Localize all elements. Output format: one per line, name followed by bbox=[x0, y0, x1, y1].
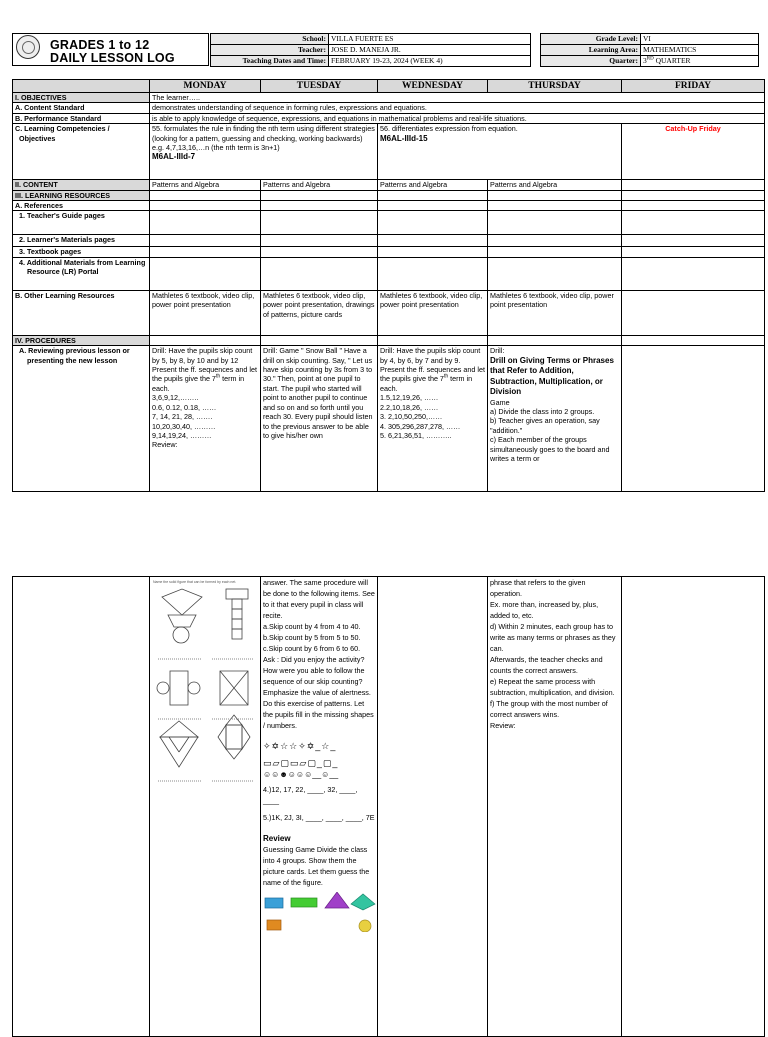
pattern-stars: ✧✡☆☆✧✡_☆_ bbox=[263, 741, 337, 751]
performance-standard-text: is able to apply knowledge of sequence, expressions, and equations in mathematical problems and real-life situations. bbox=[150, 113, 765, 123]
quarter-label: Quarter: bbox=[541, 56, 641, 67]
olr-wednesday: Mathletes 6 textbook, video clip, power point presentation bbox=[378, 290, 488, 335]
objectives-heading: I. OBJECTIVES bbox=[13, 93, 150, 103]
catch-up-friday: Catch-Up Friday bbox=[622, 124, 765, 180]
grade-value: VI bbox=[641, 34, 759, 45]
content-heading: II. CONTENT bbox=[13, 180, 150, 190]
worksheet-caption: Name the solid figure that can be formed by each net. bbox=[153, 580, 237, 584]
olr-monday: Mathletes 6 textbook, video clip, power point presentation bbox=[150, 290, 261, 335]
additional-materials-label: 4. Additional Materials from Learning Resource (LR) Portal bbox=[13, 257, 150, 290]
drill-thursday: Drill: Drill on Giving Terms or Phrases that Refer to Addition, Subtraction, Multiplication, or Division Game a) Divide the class into 2 groups. b) Teacher gives an operation, say "addition." c) Each member of the groups simultaneously goes to the board and writes a term or bbox=[488, 346, 622, 492]
content-wed: Patterns and Algebra bbox=[378, 180, 488, 190]
day-tuesday: TUESDAY bbox=[261, 80, 378, 93]
resources-heading: III. LEARNING RESOURCES bbox=[13, 190, 150, 200]
day-monday: MONDAY bbox=[150, 80, 261, 93]
content-thu: Patterns and Algebra bbox=[488, 180, 622, 190]
content-tue: Patterns and Algebra bbox=[261, 180, 378, 190]
olr-thursday: Mathletes 6 textbook, video clip, power point presentation bbox=[488, 290, 622, 335]
thursday-continued: phrase that refers to the given operation. Ex. more than, increased by, plus, added to, etc. d) Within 2 minutes, each group has to write as many terms or phrases as they can. Afterwards, the teacher checks and counts the correct answers. e) Repeat the same process with subtraction, multiplication, and division. f) The group with the most number of correct answers wins. Review: bbox=[488, 577, 622, 1037]
nets-worksheet bbox=[150, 577, 261, 1037]
procedures-heading: IV. PROCEDURES bbox=[13, 335, 150, 345]
other-resources-label: B. Other Learning Resources bbox=[13, 290, 150, 335]
teacher-label: Teacher: bbox=[211, 45, 329, 56]
content-standard-text: demonstrates understanding of sequence in forming rules, expressions and equations. bbox=[150, 103, 765, 113]
review-body: Guessing Game Divide the class into 4 groups. Show them the picture cards. Let them guess the name of the figure. bbox=[263, 845, 370, 887]
drill-thursday-title: Drill on Giving Terms or Phrases that Refer to Addition, Subtraction, Multiplication, or Division bbox=[490, 355, 614, 397]
day-thursday: THURSDAY bbox=[488, 80, 622, 93]
form-title: GRADES 1 to 12 bbox=[50, 38, 150, 52]
nets-figures-icon bbox=[150, 585, 261, 795]
school-value: VILLA FUERTE ES bbox=[329, 34, 531, 45]
learning-competencies-label: C. Learning Competencies / Objectives bbox=[13, 124, 150, 180]
review-lesson-label: A. Reviewing previous lesson or presenting the new lesson bbox=[13, 346, 150, 492]
drill-monday: Drill: Have the pupils skip count by 5, by 8, by 10 and by 12 Present the ff. sequences and let the pupils give the 7th term in each. 3,6,9,12,…….. 0.6, 0.12, 0.18, …… 7, 14, 21, 28, ……. 10,20,30,40, ……… 9,14,19,24, ……… Review: bbox=[150, 346, 261, 492]
lm-pages-label: 2. Learner's Materials pages bbox=[13, 235, 150, 247]
dates-label: Teaching Dates and Time: bbox=[211, 56, 329, 67]
competency-code-mon: M6AL-IIId-7 bbox=[152, 152, 196, 162]
content-mon: Patterns and Algebra bbox=[150, 180, 261, 190]
competency-code-wed: M6AL-IIId-15 bbox=[380, 133, 428, 143]
day-wednesday: WEDNESDAY bbox=[378, 80, 488, 93]
teacher-value: JOSE D. MANEJA JR. bbox=[329, 45, 531, 56]
solid-figures-icon bbox=[263, 892, 376, 932]
form-subtitle: DAILY LESSON LOG bbox=[50, 51, 175, 65]
pattern-faces: ☺☺☻☺☺☺__☺__ bbox=[263, 770, 339, 779]
textbook-pages-label: 3. Textbook pages bbox=[13, 247, 150, 257]
dates-value: FEBRUARY 19-23, 2024 (WEEK 4) bbox=[329, 56, 531, 67]
references-label: A. References bbox=[13, 201, 150, 211]
quarter-value: 3RD QUARTER bbox=[641, 56, 759, 67]
drill-tuesday: Drill: Game " Snow Ball " Have a drill on skip counting. Say, " Let us have skip counting by 3s from 3 to 30." Then, point at one pupil to start. The pupil who started will point to another pupil to continue and so on and so forth until you reach 30. Every pupil should listen to the previous answer to be able to give his/her own bbox=[261, 346, 378, 492]
area-value: MATHEMATICS bbox=[641, 45, 759, 56]
corner-cell bbox=[13, 80, 150, 93]
lesson-log-table bbox=[12, 79, 765, 492]
tg-pages-label: 1. Teacher's Guide pages bbox=[13, 211, 150, 235]
lesson-log-table-continued bbox=[12, 576, 765, 1037]
grade-label: Grade Level: bbox=[541, 34, 641, 45]
performance-standard-label: B. Performance Standard bbox=[13, 113, 150, 123]
tuesday-continued: answer. The same procedure will be done to the following items. See to it that every pupil in class will recite. a.Skip count by 4 from 4 to 40. b.Skip count by 5 from 5 to 50. c.Skip count by 6 from 6 to 60. Ask : Did you enjoy the activity? How were you able to follow the sequence of our skip counting? Emphasize the value of alertness. Do this exercise of patterns. Let the pupils fill in the missing shapes / numbers. ✧✡☆☆✧✡_☆_ ▭▱▢▭▱▢_▢_ ☺☺☻☺☺☺__☺__ 4.)12, 17, 22, ____, 32, ____, ____ 5.)1K, 2J, 3I, ____, ____, ____, 7E Review Guessing Game Divide the class into 4 groups. Show them the picture cards. Let them guess the name of the figure. bbox=[261, 577, 378, 1037]
school-label: School: bbox=[211, 34, 329, 45]
deped-seal-icon bbox=[16, 35, 40, 59]
pattern-shapes: ▭▱▢▭▱▢_▢_ bbox=[263, 758, 339, 768]
competency-wednesday: 56. differentiates expression from equation. M6AL-IIId-15 bbox=[378, 124, 622, 180]
content-standard-label: A. Content Standard bbox=[13, 103, 150, 113]
day-friday: FRIDAY bbox=[622, 80, 765, 93]
sequence-item-5: 5.)1K, 2J, 3I, ____, ____, ____, 7E bbox=[263, 813, 375, 822]
olr-tuesday: Mathletes 6 textbook, video clip, power point presentation, drawings of patterns, picture cards bbox=[261, 290, 378, 335]
learner-text: The learner….. bbox=[150, 93, 765, 103]
area-label: Learning Area: bbox=[541, 45, 641, 56]
sequence-item-4: 4.)12, 17, 22, ____, 32, ____, ____ bbox=[263, 785, 358, 805]
header-info-table bbox=[210, 33, 759, 67]
review-title: Review bbox=[263, 834, 291, 843]
drill-wednesday: Drill: Have the pupils skip count by 4, by 6, by 7 and by 9. Present the ff. sequences and let the pupils give the 7th term in each. 1.5,12,19,26, …… 2.2,10,18,26, …… 3. 2,10,50,250,…… 4. 305,296,287,278, …… 5. 6,21,36,51, ……….. bbox=[378, 346, 488, 492]
competency-monday: 55. formulates the rule in finding the nth term using different strategies (looking for a pattern, guessing and checking, working backwards) e.g. 4,7,13,16,…n (the nth term is 3n+1) M6AL-IIId-7 bbox=[150, 124, 378, 180]
